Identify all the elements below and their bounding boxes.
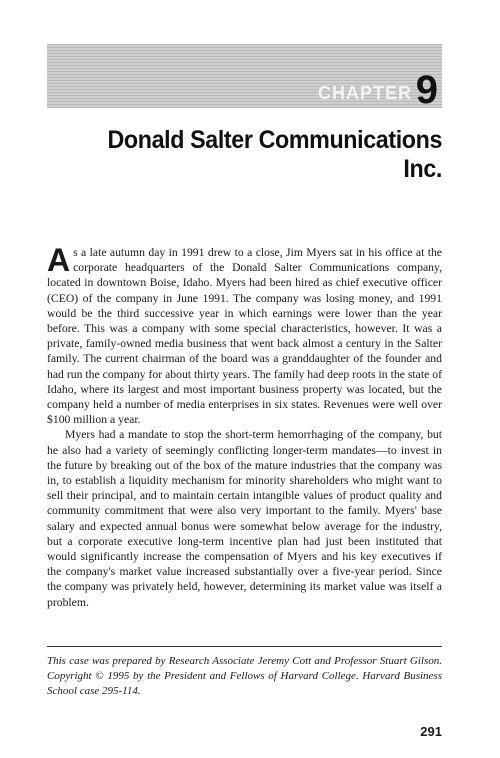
paragraph-1 — [47, 242, 442, 427]
paragraph-1-text: s a late autumn day in 1991 drew to a close, Jim Myers sat in his office at the corporate headquarters of the Donald Salter Communications company, located in downtown Boise, Idaho. Myers had been hired as chief executive officer (CEO) of the company in June 1991. The company was losing money, and 1991 would be the third successive year in which earnings were lower than the year before. This was a company with some special characteristics, however. It was a private, family-owned media business that went back almost a century in the Salter family. The current chairman of the board was a granddaughter of the founder and had run the company for about thirty years. The family had deep roots in the state of Idaho, where its largest and most important business property was located, but the company held a number of media enterprises in six states. Revenues were well over $100 million a year. — [47, 246, 442, 427]
body-text — [47, 242, 442, 610]
page-title: Donald Salter Communications Inc. — [107, 126, 443, 183]
paragraph-2: Myers had a mandate to stop the short-term hemorrhaging of the company, but he also had a variety of seemingly conflicting longer-term mandates—to invest in the future by breaking out of the box of the mature industries that the company was in, to establish a liquidity mechanism for minority shareholders who might want to sell their principal, and to maintain certain intangible values of product quality and community commitment that were also very important to the family. Myers' base salary and expected annual bonus were somewhat below average for the industry, but a corporate executive long-term incentive plan had just been instituted that would significantly increase the compensation of Myers and his key executives if the company's market value increased substantially over a five-year period. Since the company was privately held, however, determining its market value was itself a problem. — [47, 428, 442, 609]
footnote-divider — [47, 646, 442, 647]
page-number: 291 — [420, 724, 442, 739]
chapter-label: CHAPTER — [317, 83, 412, 103]
chapter-banner — [47, 44, 442, 108]
drop-cap: A — [47, 242, 71, 278]
chapter-number: 9 — [415, 68, 438, 108]
footnote: This case was prepared by Research Associate Jeremy Cott and Professor Stuart Gilson. Copyright © 1995 by the President and Fellows of Harvard College. Harvard Business School case 295-114. — [47, 655, 442, 697]
